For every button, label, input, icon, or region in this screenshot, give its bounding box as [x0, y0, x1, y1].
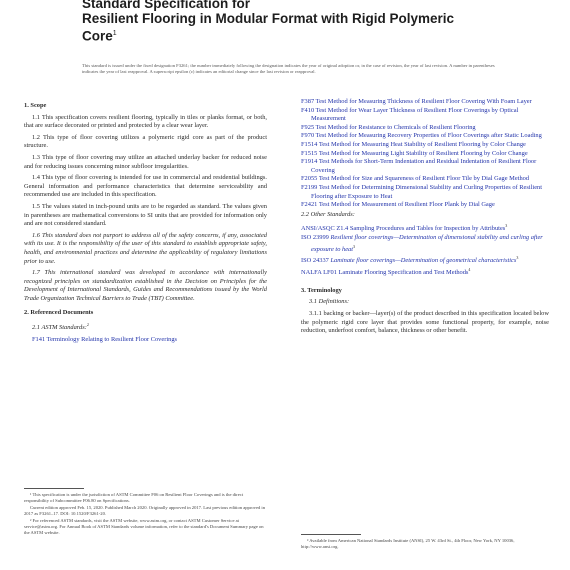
ref-code[interactable]: ISO 24337 — [301, 257, 329, 265]
ref-title[interactable]: Sampling Procedures and Tables for Inspection by Attributes — [349, 225, 506, 233]
astm-standards-label: 2.1 ASTM Standards: — [32, 324, 87, 332]
reference-f387[interactable] — [301, 98, 549, 107]
footnote-3: ³ Available from American National Standards Institute (ANSI), 25 W. 43rd St., 4th Floor, New York, NY 10036, http://www.ansi.org. — [301, 538, 515, 549]
paragraph-1-6: 1.6 This standard does not purport to address all of the safety concerns, if any, associated with its use. It is the responsibility of the user of this standard to establish appropriate safety, health, and environmental practices and determine the applicability of regulatory limitations prior to use. — [24, 231, 267, 265]
reference-f970[interactable] — [301, 132, 549, 141]
paragraph-3-1: 3.1 Definitions: — [309, 298, 350, 306]
ref-title[interactable]: Laminate floor coverings—Determination of geometrical characteristics — [330, 257, 517, 265]
ref-code[interactable]: F1515 — [301, 149, 318, 157]
reference-iso-24337[interactable] — [301, 254, 549, 266]
title-footnote-mark: 1 — [112, 30, 117, 37]
ref-code[interactable]: F970 — [301, 132, 315, 140]
reference-f1914[interactable] — [301, 158, 549, 175]
footnote-mark: 3 — [353, 243, 356, 249]
ref-title[interactable]: Test Method for Measuring Thickness of Resilient Floor Covering With Foam Layer — [315, 98, 532, 105]
footnote-1: ¹ This specification is under the jurisdiction of ASTM Committee F06 on Resilient Floor Coverings and is the direct responsibility of Subcommittee F06.80 on Specifications. — [24, 492, 244, 503]
ref-code[interactable]: F2199 — [301, 183, 318, 191]
ref-code[interactable]: F410 — [301, 106, 315, 114]
left-footnotes — [24, 492, 267, 537]
reference-f925[interactable] — [301, 124, 549, 133]
footnote-mark-2: 2 — [86, 322, 89, 328]
reference-f2055[interactable] — [301, 175, 549, 184]
footnote-mark: 4 — [468, 267, 471, 273]
ref-title[interactable]: Test Method for Measuring Heat Stability of Resilient Flooring by Color Change — [318, 140, 526, 148]
reference-f2421[interactable] — [301, 201, 549, 210]
ref-title[interactable]: Resilient floor coverings—Determination of dimensional stability and curling after exposure to heat — [311, 234, 543, 253]
footnote-1-edition: Current edition approved Feb. 15, 2020. Published March 2020. Originally approved in 2017. Last previous edition approved in 2017 as F3261–17. DOI: 10.1520/F3261-20. — [24, 505, 266, 516]
ref-code[interactable]: F387 — [301, 98, 315, 105]
section-heading-referenced-documents: 2. Referenced Documents — [24, 309, 94, 317]
section-heading-scope: 1. Scope — [24, 102, 47, 109]
section-heading-terminology: 3. Terminology — [301, 286, 342, 294]
paragraph-1-1: 1.1 This specification covers resilient flooring, typically in tiles or planks format, or both, that are surface decorated or printed and protected by a clear wear layer. — [24, 113, 267, 130]
ref-title[interactable]: Laminate Flooring Specification and Test Methods — [338, 269, 469, 277]
title-line-3-text: Core — [82, 28, 113, 44]
other-standards-label: 2.2 Other Standards: — [301, 210, 355, 218]
title-line-1: Standard Specification for — [82, 0, 251, 11]
ref-title[interactable]: Test Method for Measuring Light Stability of Resilient Flooring by Color Change — [318, 149, 528, 157]
designation-preamble: This standard is issued under the fixed designation F3261; the number immediately following the designation indicates the year of original adoption or, in the case of revision, the year of last revision. A number in parentheses indicates the year of last reapproval. A superscript epsilon (ε) indicates an editorial change since the last revision or reapproval. — [82, 63, 495, 74]
left-column — [24, 100, 267, 344]
ref-title[interactable]: Test Method for Resistance to Chemicals of Resilient Flooring — [315, 123, 476, 131]
title-line-3 — [82, 26, 502, 44]
footnote-mark: 3 — [505, 223, 508, 229]
reference-f1514[interactable] — [301, 141, 549, 150]
paragraph-1-3: 1.3 This type of floor covering may utilize an attached underlay backer for reduced noise and for reducing issues concerning minor subfloor irregularities. — [24, 153, 267, 170]
reference-iso-23999[interactable] — [301, 234, 549, 254]
ref-title[interactable]: Test Method for Measuring Recovery Properties of Floor Coverings after Static Loading — [315, 132, 542, 140]
reference-f2199[interactable] — [301, 184, 549, 201]
document-title — [82, 0, 502, 44]
reference-f410[interactable] — [301, 107, 549, 124]
footnote-mark: 3 — [516, 255, 519, 261]
ref-code[interactable]: F1914 — [301, 158, 318, 166]
footnote-divider — [24, 488, 84, 489]
ref-title[interactable]: Test Methods for Short-Term Indentation and Residual Indentation of Resilient Floor Covering — [311, 158, 537, 174]
ref-code[interactable]: F2055 — [301, 175, 318, 183]
ref-title[interactable]: Test Method for Determining Dimensional Stability and Curling Properties of Resilient Flooring after Exposure to Heat — [311, 183, 543, 200]
paragraph-3-1-1: 3.1.1 backing or backer—layer(s) of the product described in this specification located below the polymeric rigid core layer that provides some functional property, for example, noise reduction, underfoot comfort, balance, thickness or other benefit. — [301, 309, 549, 335]
ref-code[interactable]: ANSI/ASQC Z1.4 — [301, 225, 349, 233]
title-line-2: Resilient Flooring in Modular Format with Rigid Polymeric — [82, 11, 455, 26]
ref-title[interactable]: Terminology Relating to Resilient Floor Coverings — [46, 335, 177, 343]
right-column — [301, 98, 549, 339]
right-footnotes — [301, 538, 549, 551]
paragraph-1-4: 1.4 This type of floor covering is intended for use in commercial and residential buildings. General information and performance characteristics that determine serviceability and recommended use are included in this specification. — [24, 174, 267, 199]
ref-code[interactable]: F141 — [32, 335, 46, 343]
footnote-divider-right — [301, 534, 361, 535]
ref-code[interactable]: ISO 23999 — [301, 234, 329, 242]
reference-f141[interactable] — [24, 336, 267, 345]
reference-f1515[interactable] — [301, 150, 549, 159]
ref-code[interactable]: NALFA LF01 — [301, 269, 337, 277]
ref-code[interactable]: F925 — [301, 123, 315, 131]
ref-code[interactable]: F1514 — [301, 140, 318, 148]
ref-code[interactable]: F2421 — [301, 201, 318, 209]
ref-title[interactable]: Test Method for Wear Layer Thickness of Resilient Floor Coverings by Optical Measurement — [311, 106, 519, 123]
footnote-2: ² For referenced ASTM standards, visit the ASTM website, www.astm.org, or contact ASTM Customer Service at service@astm.org. For Annual Book of ASTM Standards volume information, refer to the standard's Document Summary page on the ASTM website. — [24, 518, 264, 535]
paragraph-1-2: 1.2 This type of floor covering utilizes a polymeric rigid core as part of the product structure. — [24, 133, 267, 150]
paragraph-2-1 — [24, 321, 267, 333]
ref-title[interactable]: Test Method for Measurement of Resilient Floor Plank by Dial Gage — [318, 201, 495, 209]
reference-nalfa-lf01[interactable] — [301, 266, 549, 278]
paragraph-1-5: 1.5 The values stated in inch-pound units are to be regarded as standard. The values given in parentheses are mathematical conversions to SI units that are provided for information only and are not considered standard. — [24, 202, 267, 228]
paragraph-1-7: 1.7 This international standard was developed in accordance with internationally recognized principles on standardization established in the Decision on Principles for the Development of International Standards, Guides and Recommendations issued by the World Trade Organization Technical Barriers to Trade (TBT) Committee. — [24, 269, 267, 302]
ref-title[interactable]: Test Method for Size and Squareness of Resilient Floor Tile by Dial Gage Method — [318, 175, 530, 183]
reference-ansi-z1-4[interactable] — [301, 222, 549, 234]
